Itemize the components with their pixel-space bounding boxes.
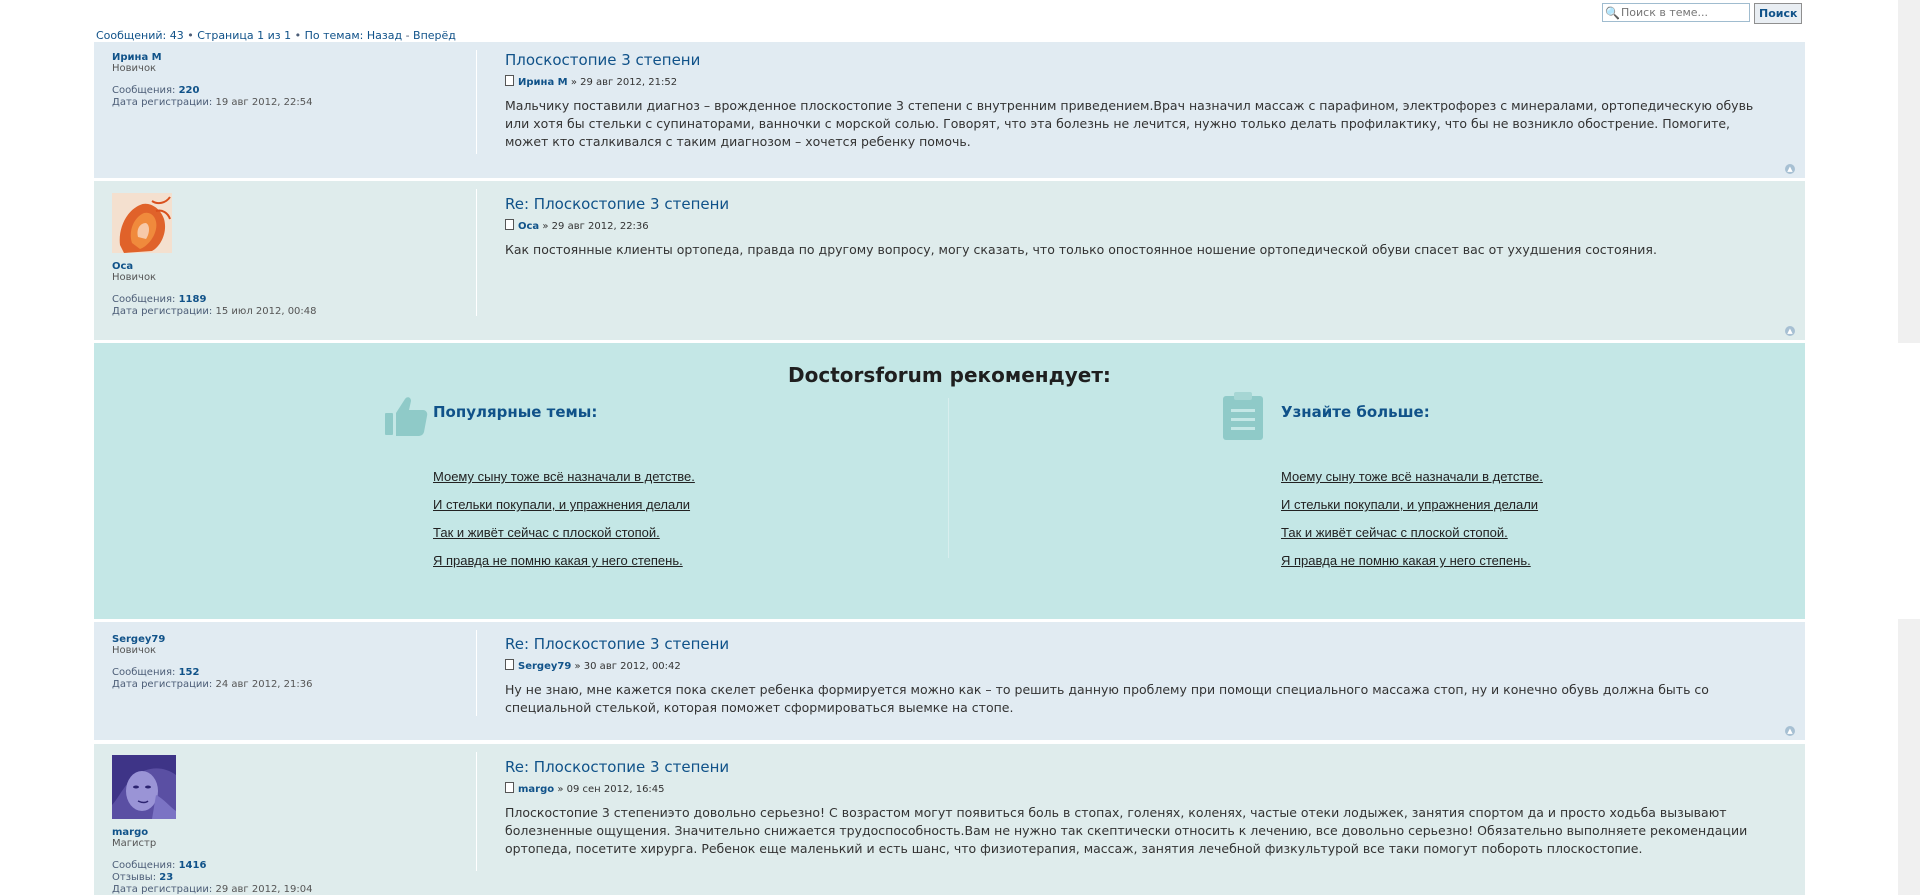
- post-content: Мальчику поставили диагноз – врожденное плоскостопие 3 степени с внутренним приведением.Врач назначил массаж с парафином, электрофорез с минералами, ортопедическую обувь или хотя бы стельки с супинаторами, ванночки с морской солью. Говорят, что эта болезнь не лечится, нужно только делать профилактику, что бы не возникло обострение. Помогите, может кто сталкивался с таким диагнозом – хочется ребенку помочь.: [505, 98, 1754, 149]
- avatar[interactable]: [112, 755, 176, 819]
- list-item: [433, 522, 695, 539]
- registration-label: Дата регистрации:: [112, 679, 213, 690]
- post-meta: [505, 782, 1775, 795]
- post-date: » 29 авг 2012, 22:36: [542, 221, 649, 232]
- clipboard-icon: [1221, 391, 1265, 441]
- post-count-value[interactable]: 1189: [178, 294, 207, 305]
- post-title[interactable]: Re: Плоскостопие 3 степени: [505, 195, 730, 213]
- recommend-link[interactable]: И стельки покупали, и упражнения делали: [1281, 497, 1539, 512]
- post-content: Как постоянные клиенты ортопеда, правда по другому вопросу, могу сказать, что только опостоянное ношение ортопедической обуви спасет вас от ухудшения состояния.: [505, 242, 1657, 257]
- registration-date: [112, 679, 472, 691]
- list-item: [1281, 494, 1543, 511]
- post-author-link[interactable]: margo: [518, 784, 555, 795]
- profile-divider: [476, 189, 477, 316]
- username-link[interactable]: margo: [112, 827, 149, 838]
- list-item: [433, 466, 695, 483]
- reviews-value[interactable]: 23: [159, 872, 174, 883]
- recommend-link[interactable]: И стельки покупали, и упражнения делали: [433, 497, 691, 512]
- post-author-link[interactable]: Оса: [518, 221, 540, 232]
- post-document-icon[interactable]: [505, 659, 514, 670]
- popular-topics-list: [433, 466, 695, 578]
- post-meta: [505, 659, 1775, 672]
- user-rank: Новичок: [112, 645, 157, 656]
- username-link[interactable]: Ирина М: [112, 52, 162, 63]
- post: [94, 181, 1805, 340]
- post-title[interactable]: Re: Плоскостопие 3 степени: [505, 758, 730, 776]
- registration-label: Дата регистрации:: [112, 306, 213, 317]
- thumbs-up-icon: [383, 393, 429, 439]
- post-count-label: Сообщения:: [112, 294, 176, 305]
- post-meta: [505, 75, 1775, 88]
- by-topic-label: По темам:: [304, 29, 364, 42]
- post-profile: [112, 634, 472, 691]
- reviews-label: Отзывы:: [112, 872, 157, 883]
- page-indicator[interactable]: Страница 1 из 1: [197, 29, 292, 42]
- search-button[interactable]: Поиск: [1754, 3, 1802, 24]
- recommend-link[interactable]: Я правда не помню какая у него степень.: [433, 553, 683, 568]
- registration-value: 15 июл 2012, 00:48: [215, 306, 317, 317]
- post-content: Ну не знаю, мне кажется пока скелет ребенка формируется можно как – то решить данную проблему при помощи специального массажа стоп, ну и конечно обувь должна быть со специальной стелькой, которая поможет сформироваться выемке на стопе.: [505, 682, 1709, 715]
- right-gutter: [1898, 0, 1920, 343]
- post-date: » 30 авг 2012, 00:42: [574, 661, 681, 672]
- post-count-label: Сообщения:: [112, 85, 176, 96]
- registration-date: [112, 884, 472, 896]
- recommend-block: [94, 343, 1805, 619]
- recommend-link[interactable]: Так и живёт сейчас с плоской стопой.: [433, 525, 660, 540]
- back-link[interactable]: Назад: [366, 29, 403, 42]
- post-date: » 09 сен 2012, 16:45: [557, 784, 665, 795]
- recommend-divider: [948, 398, 949, 558]
- list-item: [433, 494, 695, 511]
- registration-value: 19 авг 2012, 22:54: [215, 97, 313, 108]
- search-input[interactable]: [1619, 6, 1746, 19]
- pagination-separator: •: [187, 29, 194, 42]
- post-body: [505, 194, 1775, 259]
- post-date: » 29 авг 2012, 21:52: [570, 77, 678, 88]
- post-document-icon[interactable]: [505, 219, 514, 230]
- recommend-link[interactable]: Я правда не помню какая у него степень.: [1281, 553, 1531, 568]
- post-count: [112, 860, 472, 872]
- post-count-value[interactable]: 220: [178, 85, 200, 96]
- post: [94, 744, 1805, 895]
- topic-search: [1602, 3, 1802, 24]
- registration-label: Дата регистрации:: [112, 97, 213, 108]
- learn-more-heading: Узнайте больше:: [1281, 403, 1430, 421]
- username-link[interactable]: Оса: [112, 261, 134, 272]
- list-item: [1281, 550, 1543, 567]
- profile-divider: [476, 630, 477, 716]
- post-body: [505, 757, 1775, 858]
- recommend-title: Doctorsforum рекомендует:: [788, 363, 1111, 387]
- post-count: [112, 85, 472, 97]
- back-to-top-icon[interactable]: ▲: [1785, 726, 1795, 736]
- reviews-count: [112, 872, 472, 884]
- post-title[interactable]: Re: Плоскостопие 3 степени: [505, 635, 730, 653]
- post-document-icon[interactable]: [505, 75, 514, 86]
- popular-topics-heading: Популярные темы:: [433, 403, 598, 421]
- registration-date: [112, 306, 472, 318]
- pagination-dash: -: [405, 29, 410, 42]
- post-count-link[interactable]: Сообщений: 43: [96, 29, 184, 42]
- post-body: [505, 634, 1775, 717]
- post-count-value[interactable]: 1416: [178, 860, 207, 871]
- recommend-link[interactable]: Моему сыну тоже всё назначали в детстве.: [1281, 469, 1543, 484]
- post-body: [505, 50, 1775, 151]
- user-rank: Магистр: [112, 838, 157, 849]
- post-count-label: Сообщения:: [112, 667, 176, 678]
- list-item: [1281, 466, 1543, 483]
- user-rank: Новичок: [112, 272, 157, 283]
- post-profile: [112, 52, 472, 109]
- post-content: Плоскостопие 3 степениэто довольно серьезно! С возрастом могут появиться боль в стопах, голенях, коленях, частые отеки лодыжек, занятия спортом да и просто ходьба вызывают болезненные ощущения. Значительно снижается трудоспособность.Вам не нужно так скептически относить к лечению, все довольно серьезно! Обязательно выполняете рекомендации ортопеда, посетите хирурга. Ребенок еще маленький и есть шанс, что физиотерапия, массаж, занятия лечебной физкультурой все таки помогут побороть плоскостопие.: [505, 805, 1748, 856]
- post-document-icon[interactable]: [505, 782, 514, 793]
- post-count: [112, 294, 472, 306]
- post-meta: [505, 219, 1775, 232]
- profile-divider: [476, 50, 477, 154]
- recommend-link[interactable]: Моему сыну тоже всё назначали в детстве.: [433, 469, 695, 484]
- registration-date: [112, 97, 472, 109]
- search-icon: 🔍: [1605, 5, 1620, 20]
- profile-divider: [476, 752, 477, 871]
- username-link[interactable]: Sergey79: [112, 634, 166, 645]
- pagination-separator: •: [294, 29, 302, 42]
- post-count-value[interactable]: 152: [178, 667, 200, 678]
- post: [94, 622, 1805, 740]
- right-gutter: [1898, 619, 1920, 895]
- list-item: [433, 550, 695, 567]
- post: [94, 42, 1805, 178]
- post-author-link[interactable]: Ирина М: [518, 77, 568, 88]
- pagination: [96, 29, 456, 42]
- forward-link[interactable]: Вперёд: [413, 29, 456, 42]
- post-profile: [112, 755, 472, 896]
- post-author-link[interactable]: Sergey79: [518, 661, 572, 672]
- registration-value: 24 авг 2012, 21:36: [215, 679, 313, 690]
- post-count: [112, 667, 472, 679]
- avatar[interactable]: [112, 193, 172, 253]
- list-item: [1281, 522, 1543, 539]
- back-to-top-icon[interactable]: ▲: [1785, 164, 1795, 174]
- post-title[interactable]: Плоскостопие 3 степени: [505, 51, 701, 69]
- back-to-top-icon[interactable]: ▲: [1785, 326, 1795, 336]
- user-rank: Новичок: [112, 63, 157, 74]
- recommend-link[interactable]: Так и живёт сейчас с плоской стопой.: [1281, 525, 1508, 540]
- post-count-label: Сообщения:: [112, 860, 176, 871]
- registration-label: Дата регистрации:: [112, 884, 213, 895]
- post-profile: [112, 193, 472, 318]
- search-field[interactable]: [1602, 3, 1750, 22]
- registration-value: 29 авг 2012, 19:04: [215, 884, 313, 895]
- learn-more-list: [1281, 466, 1543, 578]
